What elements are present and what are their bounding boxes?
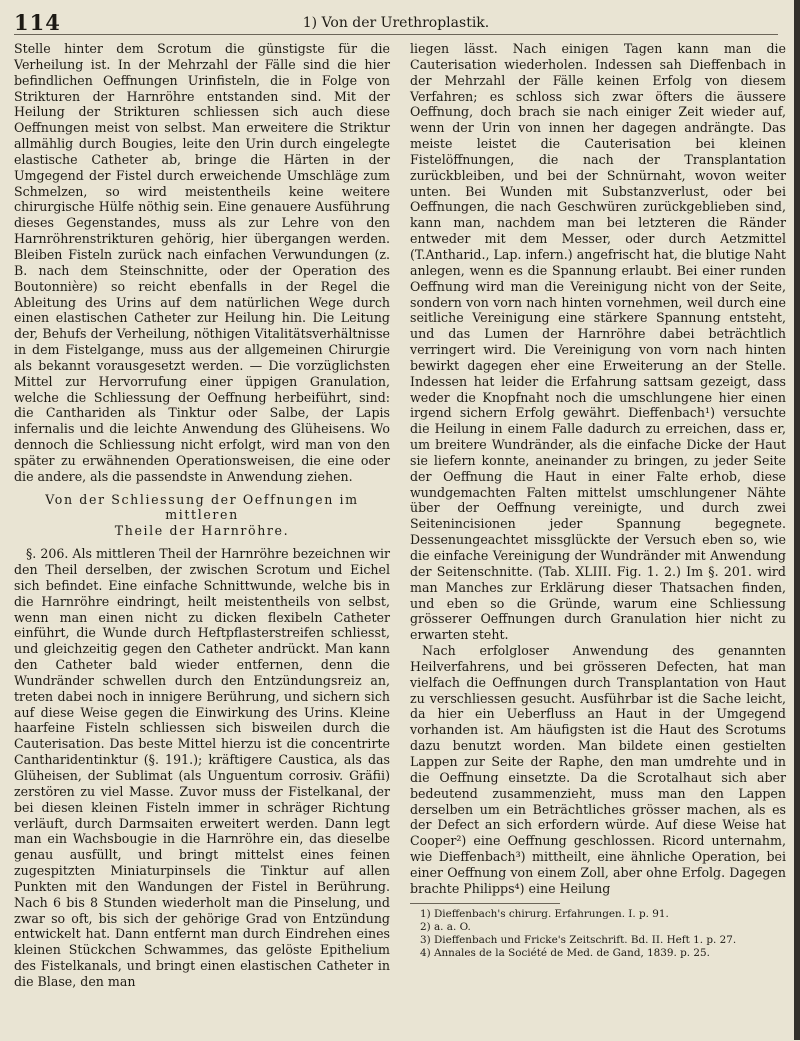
left-column <box>14 41 390 990</box>
right-paragraph-1: liegen lässt. Nach einigen Tagen kann man die Cauterisation wiederholen. Indessen sah Dieffenbach in der Mehrzahl der Fälle keinen Erfolg von diesem Verfahren; es schloss sich zwar öfters die äussere Oeffnung, doch brach sie nach einiger Zeit wieder auf, wenn der Urin von innen her dagegen andrängte. Das meiste leistet die Cauterisation bei kleinen Fistelöffnungen, die nach der Transplantation zurückbleiben, und bei der Schnürnaht, wovon weiter unten. Bei Wunden mit Substanzverlust, oder bei Oeffnungen, die nach Geschwüren zurückgeblieben sind, kann man, nachdem man bei letzteren die Ränder entweder mit dem Messer, oder durch Aetzmittel (T.Antharid., Lap. infern.) angefrischt hat, die blutige Naht anlegen, wenn es die Spannung erlaubt. Bei einer runden Oeffnung wird man die Vereinigung nicht von der Seite, sondern von vorn nach hinten vornehmen, weil durch eine seitliche Vereinigung eine stärkere Spannung entsteht, und das Lumen der Harnröhre dabei beträchtlich verringert wird. Die Vereinigung von vorn nach hinten bewirkt dagegen eher eine Erweiterung an der Stelle. Indessen hat leider die Erfahrung sattsam gezeigt, dass weder die Knopfnaht noch die umschlungene hier einen irgend sichern Erfolg gewährt. Dieffenbach¹) versuchte die Heilung in einem Falle dadurch zu erreichen, dass er, um breitere Wundränder, als die einfache Dicke der Haut sie liefern konnte, aneinander zu bringen, zu jeder Seite der Oeffnung die Haut in einer Falte erhob, diese wundgemachten Falten mittelst umschlungener Nähte über der Oeffnung vereinigte, und durch zwei Seitenincisionen jeder Spannung begegnete. Dessenungeachtet missglückte der Versuch eben so, wie die einfache Vereinigung der Wundränder mit Anwendung der Seitenschnitte. (Tab. XLIII. Fig. 1. 2.) Im §. 201. wird man Manches zur Erklärung dieser Thatsachen finden, und eben so die Gründe, warum eine Schliessung grösserer Oeffnungen durch Granulation hier nicht zu erwarten steht. <box>410 41 786 643</box>
footnote-1: 1) Dieffenbach's chirurg. Erfahrungen. I. p. 91. <box>420 907 669 920</box>
footnote-2: 2) a. a. O. <box>420 920 471 933</box>
page-edge-shadow <box>794 0 800 1040</box>
page-number: 114 <box>14 10 61 35</box>
section-heading-line-1: Von der Schliessung der Oeffnungen im mittleren <box>45 491 359 523</box>
footnote-3: 3) Dieffenbach und Fricke's Zeitschrift. Bd. II. Heft 1. p. 27. <box>420 933 737 946</box>
text-columns <box>14 41 786 1041</box>
left-paragraph-1: Stelle hinter dem Scrotum die günstigste für die Verheilung ist. In der Mehrzahl der Fälle sind die hier befindlichen Oeffnungen Urinfisteln, die in Folge von Strikturen der Harnröhre entstanden sind. Mit der Heilung der Strikturen schliessen sich auch diese Oeffnungen meist von selbst. Man erweitere die Striktur allmählig durch Bougies, leite den Urin durch eingelegte elastische Catheter ab, bringe die Härten in der Umgegend der Fistel durch erweichende Umschläge zum Schmelzen, so wird meistentheils keine weitere chirurgische Hülfe nöthig sein. Eine genauere Ausführung dieses Gegenstandes, muss als zur Lehre von den Harnröhrenstrikturen gehörig, hier übergangen werden. Bleiben Fisteln zurück nach einfachen Verwundungen (z. B. nach dem Steinschnitte, oder der Operation des Boutonnière) so reicht ebenfalls in der Regel die Ableitung des Urins auf dem natürlichen Wege durch einen elastischen Catheter zur Heilung hin. Die Leitung der, Behufs der Verheilung, nöthigen Vitalitätsverhältnisse in dem Fistelgange, muss aus der allgemeinen Chirurgie als bekannt vorausgesetzt werden. — Die vorzüglichsten Mittel zur Hervorrufung einer üppigen Granulation, welche die Schliessung der Oeffnung herbeiführt, sind: die Canthariden als Tinktur oder Salbe, der Lapis infernalis und die leichte Anwendung des Glüheisens. Wo dennoch die Schliessung nicht erfolgt, wird man von den später zu erwähnenden Operationsweisen, die eine oder die andere, als die passendste in Anwendung ziehen. <box>14 41 390 484</box>
right-paragraph-2: Nach erfolgloser Anwendung des genannten Heilverfahrens, und bei grösseren Defecten, hat man vielfach die Oeffnungen durch Transplantation von Haut zu verschliessen gesucht. Ausführbar ist die Sache leicht, da hier ein Ueberfluss an Haut in der Umgegend vorhanden ist. Am häufigsten ist die Haut des Scrotums dazu benutzt worden. Man bildete einen gestielten Lappen zur Seite der Raphe, den man umdrehte und in die Oeffnung einsetzte. Da die Scrotalhaut sich aber bedeutend zusammenzieht, muss man den Lappen derselben um ein Beträchtliches grösser machen, als es der Defect an sich erfordern würde. Auf diese Weise hat Cooper²) eine Oeffnung geschlossen. Ricord unternahm, wie Dieffenbach³) mittheilt, eine ähnliche Operation, bei einer Oeffnung von einem Zoll, aber ohne Erfolg. Dagegen brachte Philipps⁴) eine Heilung <box>410 643 786 896</box>
footnote-rule <box>410 903 560 904</box>
section-heading-line-2: Theile der Harnröhre. <box>114 523 290 539</box>
footnote-4: 4) Annales de la Société de Med. de Gand, 1839. p. 25. <box>420 946 710 959</box>
right-column <box>410 41 786 960</box>
left-paragraph-2: §. 206. Als mittleren Theil der Harnröhre bezeichnen wir den Theil derselben, der zwischen Scrotum und Eichel sich befindet. Eine einfache Schnittwunde, welche bis in die Harnröhre eindringt, heilt meistentheils von selbst, wenn man einen nicht zu dicken flexibeln Catheter einführt, die Wunde durch Heftpflasterstreifen schliesst, und gleichzeitig gegen den Catheter andrückt. Man kann den Catheter bald wieder entfernen, denn die Wundränder schwellen durch den Entzündungsreiz an, treten dabei noch in innigere Berührung, und sichern sich auf diese Weise gegen die Einwirkung des Urins. Kleine haarfeine Fisteln schliessen sich bisweilen durch die Cauterisation. Das beste Mittel hierzu ist die concentrirte Cantharidentinktur (§. 191.); kräftigere Caustica, als das Glüheisen, der Sublimat (als Unguentum corrosiv. Gräfii) zerstören zu viel Masse. Zuvor muss der Fistelkanal, der bei diesen kleinen Fisteln immer in schräger Richtung verläuft, durch Darmsaiten erweitert werden. Dann legt man ein Wachsbougie in die Harnröhre ein, das dieselbe genau ausfüllt, und bringt mittelst eines feinen zugespitzten Miniaturpinsels die Tinktur auf allen Punkten mit den Wandungen der Fistel in Berührung. Nach 6 bis 8 Stunden wiederholt man die Pinselung, und zwar so oft, bis sich der gehörige Grad von Entzündung entwickelt hat. Dann entfernt man durch Eindrehen eines kleinen Stückchen Schwammes, das gelöste Epithelium des Fistelkanals, und bringt einen elastischen Catheter in die Blase, den man <box>14 546 390 989</box>
running-head: 1) Von der Urethroplastik. <box>302 15 490 31</box>
page-header <box>14 10 778 35</box>
